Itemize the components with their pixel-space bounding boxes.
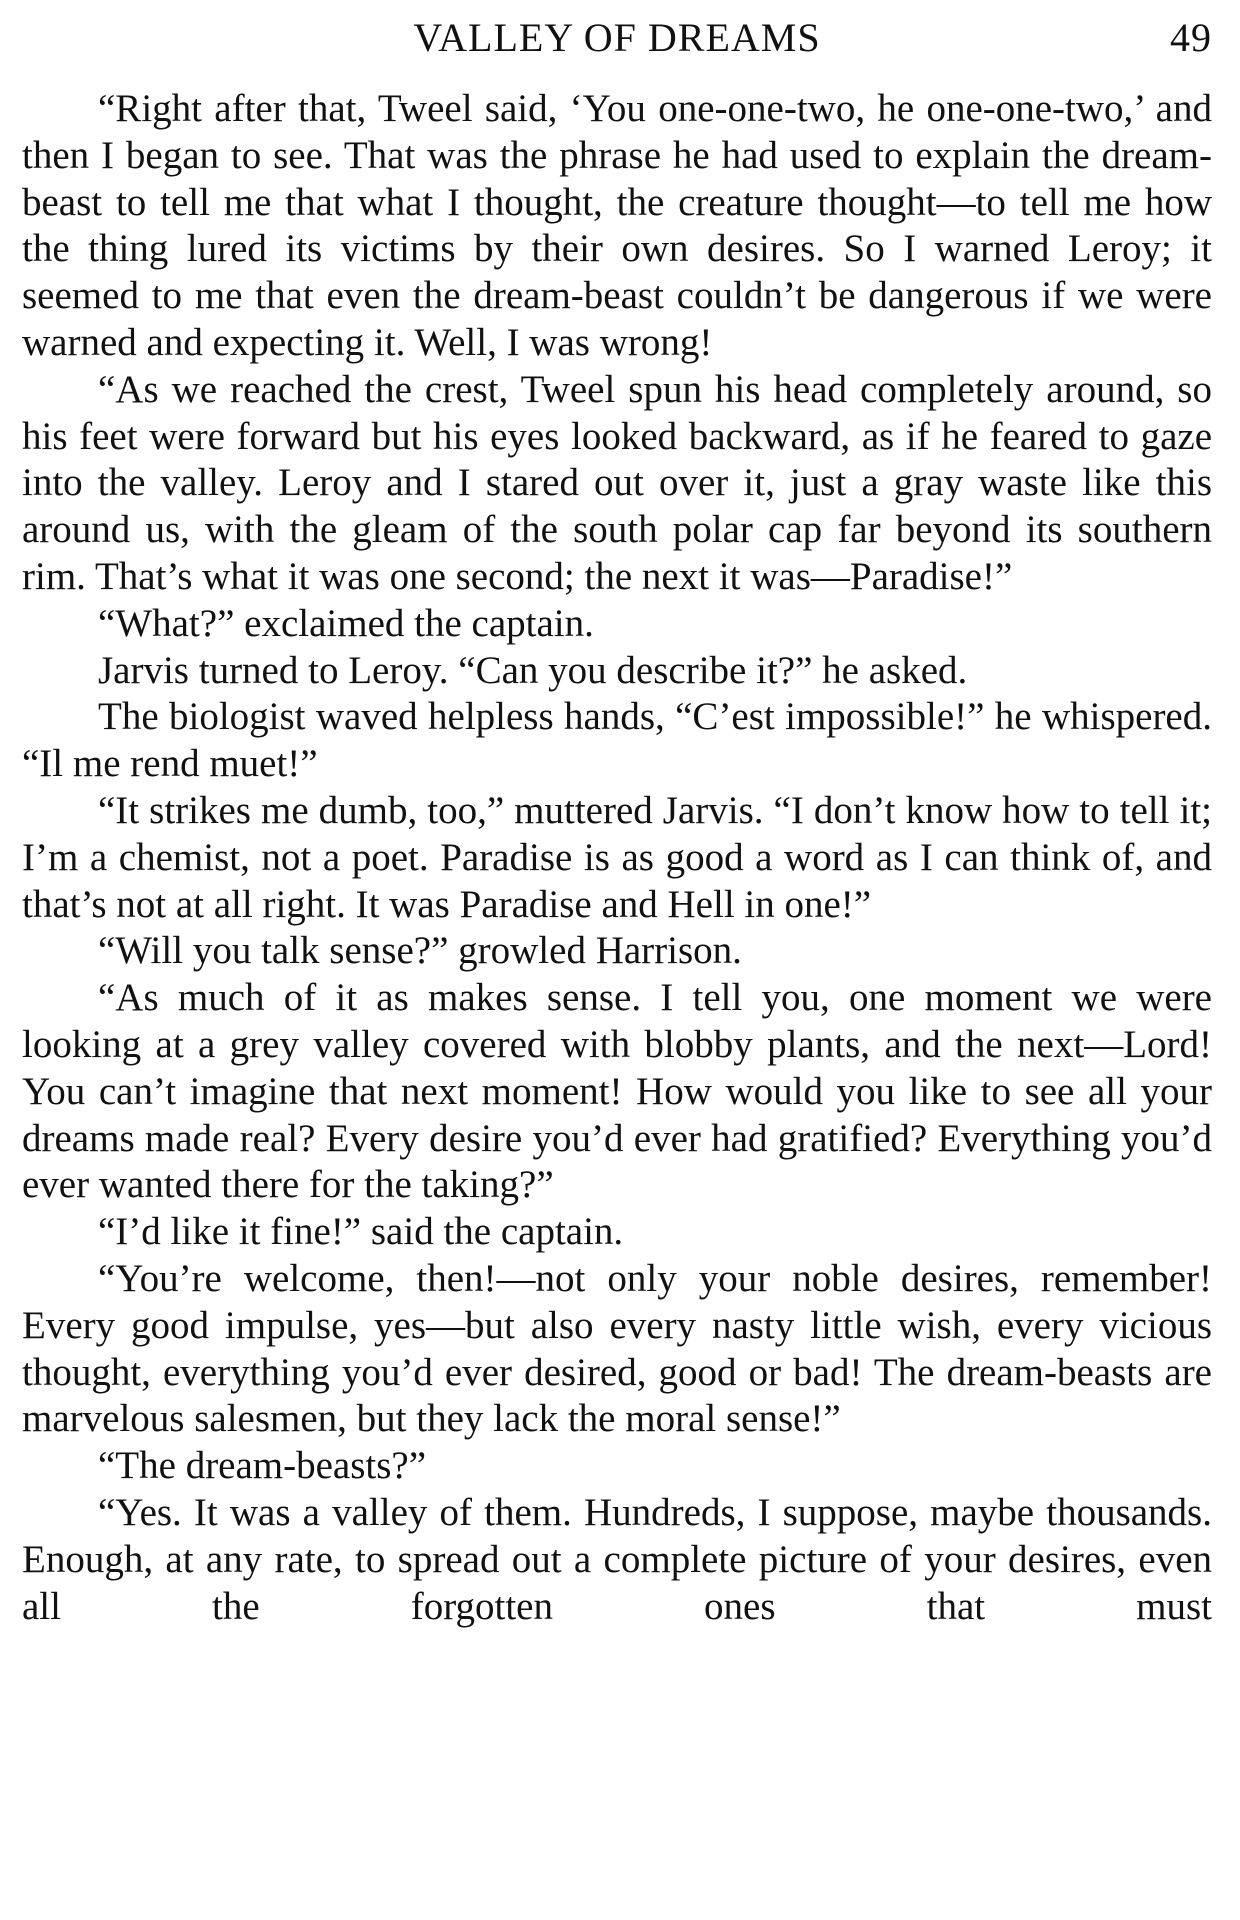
paragraph: “Will you talk sense?” growled Harrison. [98,929,742,973]
running-title: VALLEY OF DREAMS [413,15,821,60]
paragraph: “What?” exclaimed the captain. [98,601,594,645]
paragraph: “You’re welcome, then!—not only your noble desires, remember! Every good impulse, yes—but also every nasty little wish, every vicious thought, everything you’d ever desired, good or bad! The dream-beasts are marvelous salesmen, but they lack the moral sense!” [22,1256,1212,1441]
paragraph: “It strikes me dumb, too,” muttered Jarvis. “I don’t know how to tell it; I’m a chemist, not a poet. Paradise is as good a word as I can think of, and that’s not at all right. It was Paradise and Hell in one!” [22,788,1212,926]
paragraph: “The dream-beasts?” [98,1444,427,1488]
paragraph: Jarvis turned to Leroy. “Can you describe it?” he asked. [98,648,968,692]
page-number: 49 [1170,15,1212,60]
paragraph: “Right after that, Tweel said, ‘You one-one-two, he one-one-two,’ and then I began to see. That was the phrase he had used to explain the dream-beast to tell me that what I thought, the creature thought—to tell me how the thing lured its victims by their own desires. So I warned Leroy; it seemed to me that even the dream-beast couldn’t be dangerous if we were warned and expecting it. Well, I was wrong! [22,87,1212,364]
body-text [22,86,1212,1630]
paragraph: “As we reached the crest, Tweel spun his head completely around, so his feet were forward but his eyes looked backward, as if he feared to gaze into the valley. Leroy and I stared out over it, just a gray waste like this around us, with the gleam of the south polar cap far beyond its southern rim. That’s what it was one second; the next it was—Paradise!” [22,367,1212,598]
running-head [22,14,1212,66]
paragraph: “As much of it as makes sense. I tell you, one moment we were looking at a grey valley covered with blobby plants, and the next—Lord! You can’t imagine that next moment! How would you like to see all your dreams made real? Every desire you’d ever had gratified? Everything you’d ever wanted there for the taking?” [22,976,1212,1207]
paragraph: “Yes. It was a valley of them. Hundreds, I suppose, maybe thousands. Enough, at any rate, to spread out a complete picture of your desires, even all the forgotten ones that must [22,1490,1212,1628]
paragraph: The biologist waved helpless hands, “C’est impossible!” he whispered. “Il me rend muet!” [22,695,1212,786]
paragraph: “I’d like it fine!” said the captain. [98,1210,624,1254]
